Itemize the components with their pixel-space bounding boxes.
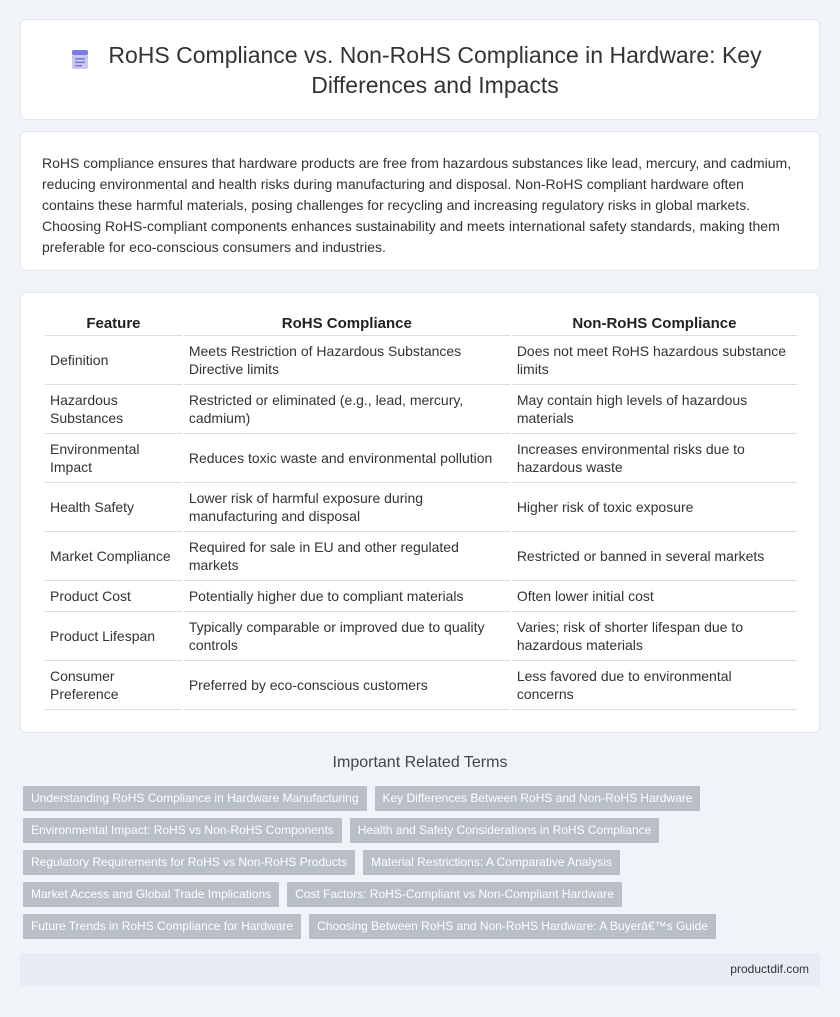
intro-paragraph: RoHS compliance ensures that hardware products are free from hazardous substances like lead, mercury, and cadmium, reducing environmental and health risks during manufacturing and disposal. Non-RoHS compliant hardware often contains these harmful materials, posing challenges for recycling and increasing regulatory risks in global markets. Choosing RoHS-compliant components enhances sustainability and meets international safety standards, making them preferable for eco-conscious consumers and industries. (42, 155, 792, 255)
table-cell: Often lower initial cost (512, 581, 797, 612)
table-row (45, 612, 797, 661)
table-row (45, 385, 797, 434)
table-cell: Lower risk of harmful exposure during manufacturing and disposal (184, 483, 510, 532)
table-cell: Potentially higher due to compliant materials (184, 581, 510, 612)
related-term-link[interactable]: Regulatory Requirements for RoHS vs Non-RoHS Products (23, 850, 355, 875)
table-cell: Restricted or banned in several markets (512, 532, 797, 581)
related-term-link[interactable]: Understanding RoHS Compliance in Hardware Manufacturing (23, 786, 367, 811)
table-cell: Does not meet RoHS hazardous substance limits (512, 336, 797, 385)
table-row (45, 581, 797, 612)
table-cell: Environmental Impact (45, 434, 182, 483)
table-cell: Higher risk of toxic exposure (512, 483, 797, 532)
intro-card (20, 131, 820, 271)
related-term-link[interactable]: Choosing Between RoHS and Non-RoHS Hardware: A Buyerâ€™s Guide (309, 914, 716, 939)
table-header-row (45, 314, 797, 336)
table-row (45, 532, 797, 581)
related-terms-title: Important Related Terms (332, 754, 508, 771)
related-term-link[interactable]: Cost Factors: RoHS-Compliant vs Non-Compliant Hardware (287, 882, 622, 907)
table-cell: Typically comparable or improved due to quality controls (184, 612, 510, 661)
table-cell: Consumer Preference (45, 661, 182, 710)
related-term-link[interactable]: Material Restrictions: A Comparative Analysis (363, 850, 620, 875)
table-cell: Health Safety (45, 483, 182, 532)
table-cell: Reduces toxic waste and environmental pollution (184, 434, 510, 483)
tag-row (23, 818, 803, 843)
related-term-link[interactable]: Market Access and Global Trade Implications (23, 882, 279, 907)
table-cell: Meets Restriction of Hazardous Substances Directive limits (184, 336, 510, 385)
table-cell: Market Compliance (45, 532, 182, 581)
header-rohs: RoHS Compliance (184, 314, 510, 336)
tag-row (23, 786, 803, 811)
table-cell: Increases environmental risks due to hazardous waste (512, 434, 797, 483)
tag-row (23, 914, 803, 939)
table-cell: Less favored due to environmental concerns (512, 661, 797, 710)
page-title: RoHS Compliance vs. Non-RoHS Compliance in Hardware: Key Differences and Impacts (108, 41, 762, 98)
table-cell: Hazardous Substances (45, 385, 182, 434)
table-row (45, 483, 797, 532)
header-feature: Feature (45, 314, 182, 336)
related-term-link[interactable]: Key Differences Between RoHS and Non-RoHS Hardware (375, 786, 701, 811)
tag-row (23, 882, 803, 907)
tag-row (23, 850, 803, 875)
header-card (20, 19, 820, 120)
footer-site-link[interactable]: productdif.com (730, 962, 809, 976)
table-row (45, 661, 797, 710)
related-term-link[interactable]: Future Trends in RoHS Compliance for Hardware (23, 914, 301, 939)
table-cell: Preferred by eco-conscious customers (184, 661, 510, 710)
table-cell: Product Lifespan (45, 612, 182, 661)
table-row (45, 434, 797, 483)
comparison-table-card (20, 292, 820, 733)
table-cell: May contain high levels of hazardous materials (512, 385, 797, 434)
comparison-table (43, 314, 799, 710)
table-cell: Definition (45, 336, 182, 385)
document-icon (68, 47, 92, 71)
related-term-link[interactable]: Environmental Impact: RoHS vs Non-RoHS Components (23, 818, 342, 843)
header-non-rohs: Non-RoHS Compliance (512, 314, 797, 336)
table-cell: Product Cost (45, 581, 182, 612)
table-cell: Required for sale in EU and other regulated markets (184, 532, 510, 581)
table-row (45, 336, 797, 385)
related-term-link[interactable]: Health and Safety Considerations in RoHS Compliance (350, 818, 660, 843)
footer (20, 953, 820, 986)
related-terms-list (23, 786, 803, 946)
table-cell: Restricted or eliminated (e.g., lead, mercury, cadmium) (184, 385, 510, 434)
table-cell: Varies; risk of shorter lifespan due to hazardous materials (512, 612, 797, 661)
